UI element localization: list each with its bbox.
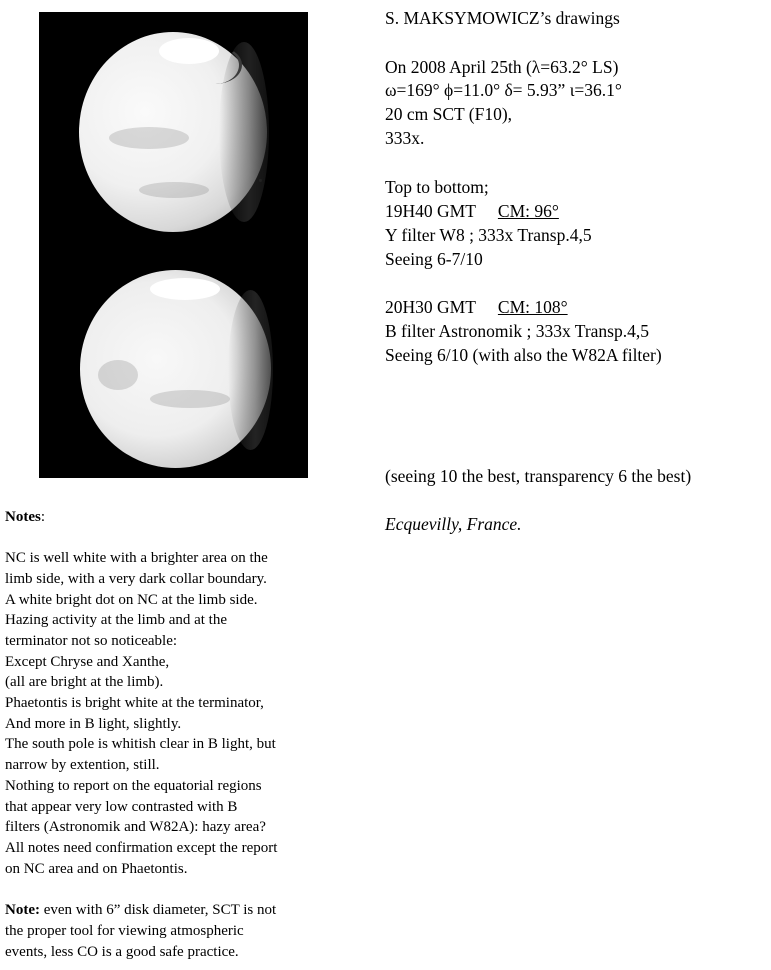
notes-heading-colon: :: [40, 509, 45, 525]
observation-date: On 2008 April 25th (λ=63.2° LS): [385, 57, 619, 77]
note-line: narrow by extention, still.: [5, 757, 160, 773]
session-2-time: 20H30 GMT: [385, 297, 476, 317]
note-line: And more in B light, slightly.: [5, 716, 182, 732]
session-1-cm: CM: 96°: [497, 201, 559, 221]
note-line: Nothing to report on the equatorial regions: [5, 778, 262, 794]
note-line: The south pole is whitish clear in B light, but: [5, 736, 276, 752]
page-title: S. MAKSYMOWICZ’s drawings: [385, 8, 620, 28]
final-note-line: the proper tool for viewing atmospheric: [5, 923, 244, 939]
note-line: that appear very low contrasted with B: [5, 799, 238, 815]
sessions-intro: Top to bottom;: [385, 177, 489, 197]
notes-heading-line: [5, 507, 45, 528]
session-2-time-line: [385, 297, 568, 318]
session-2-cm: CM: 108°: [497, 297, 568, 317]
note-line: terminator not so noticeable:: [5, 633, 178, 649]
north-cap-bottom: [150, 278, 220, 300]
albedo-feature: [98, 360, 138, 390]
observation-params: ω=169° ϕ=11.0° δ= 5.93” ι=36.1°: [385, 80, 622, 100]
mars-disk-drawing-top: [79, 32, 267, 232]
notes-heading: Notes: [5, 509, 41, 525]
note-line: limb side, with a very dark collar boundary.: [5, 571, 267, 587]
magnification-info: 333x.: [385, 128, 425, 148]
mars-drawings-image: [39, 12, 308, 478]
session-1-time-line: [385, 201, 559, 222]
albedo-feature: [139, 182, 209, 198]
session-2-seeing: Seeing 6/10 (with also the W82A filter): [385, 345, 662, 365]
final-note-label: Note:: [5, 902, 40, 918]
terminator-shading-top: [219, 42, 269, 222]
session-1-seeing: Seeing 6-7/10: [385, 249, 483, 269]
telescope-info: 20 cm SCT (F10),: [385, 104, 513, 124]
note-line: filters (Astronomik and W82A): hazy area?: [5, 819, 266, 835]
mars-disk-drawing-bottom: [80, 270, 271, 468]
final-note-line: [5, 900, 276, 921]
note-line: Hazing activity at the limb and at the: [5, 612, 228, 628]
location: Ecquevilly, France.: [385, 514, 522, 534]
note-line: A white bright dot on NC at the limb side.: [5, 592, 258, 608]
note-line: on NC area and on Phaetontis.: [5, 861, 188, 877]
albedo-feature: [150, 390, 230, 408]
note-line: All notes need confirmation except the report: [5, 840, 278, 856]
note-line: Except Chryse and Xanthe,: [5, 654, 170, 670]
note-line: NC is well white with a brighter area on the: [5, 550, 268, 566]
final-note-line: events, less CO is a good safe practice.: [5, 944, 239, 960]
session-2-filter: B filter Astronomik ; 333x Transp.4,5: [385, 321, 649, 341]
session-1-time: 19H40 GMT: [385, 201, 476, 221]
note-line: Phaetontis is bright white at the terminator,: [5, 695, 264, 711]
note-line: (all are bright at the limb).: [5, 674, 164, 690]
scale-note: (seeing 10 the best, transparency 6 the best): [385, 466, 692, 486]
terminator-shading-bottom: [228, 290, 273, 450]
final-note-text: even with 6” disk diameter, SCT is not: [39, 902, 277, 918]
albedo-feature: [109, 127, 189, 149]
session-1-filter: Y filter W8 ; 333x Transp.4,5: [385, 225, 592, 245]
